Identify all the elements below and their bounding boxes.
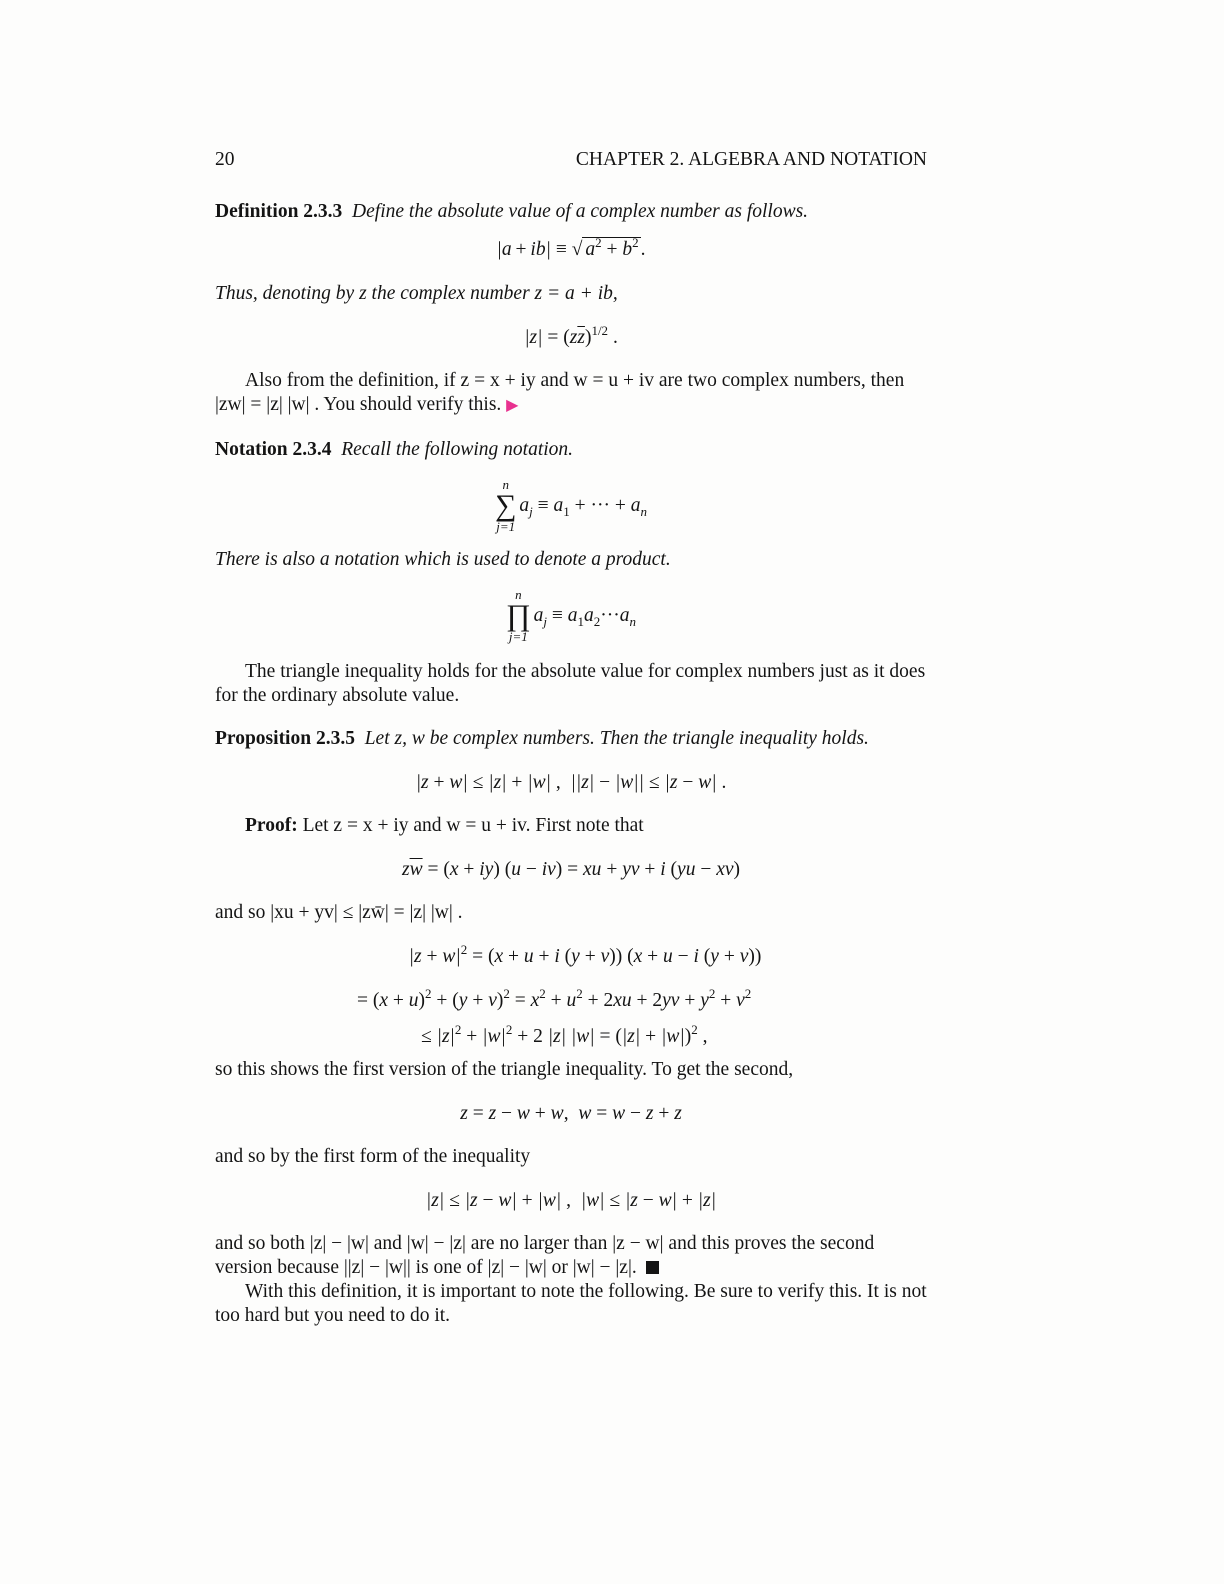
proof-both-line1: and so both |z| − |w| and |w| − |z| are no larger than |z − w| and this proves the second [215,1233,875,1254]
proof-start [215,814,927,838]
proof-and-so: and so |xu + yv| ≤ |zw̄| = |z| |w| . [215,902,463,923]
proposition-text: Let z, w be complex numbers. Then the triangle inequality holds. [364,728,869,749]
page-content [215,145,927,1328]
definition-2-3-3 [215,200,927,224]
para-triangle [215,660,927,708]
equation-modulus: $|z| = (z\overline{z})^{1/2}$ . [524,323,618,348]
page-number: 20 [215,149,235,170]
equation-expand-1: $|z + w|^2 = (x + u + i$ (y + v)) (x + u − i (y + v)) [408,942,762,967]
equation-inequalities: |z| ≤ |z − w| + |w| , |w| ≤ |z − w| + |z| [425,1190,717,1211]
proposition-2-3-5 [215,727,927,751]
notation-label: Notation 2.3.4 [215,439,332,460]
equation-product: n ∏ j=1 $a_j \equiv a_1a_2\cdot\cdot\cdot a_n$ [505,587,637,644]
equation-sum: n ∑ j=1 $a_j \equiv a_1$ + ··· + $a_n$ [495,477,647,534]
para-closing [215,1280,927,1328]
proof-text: Let z = x + iy and w = u + iv. First note that [302,815,644,836]
equation-expand-3: ≤ $|z|^2 + |w|^2 + 2$ |z| $|w| = (|z| + |w|)^2$ , [421,1022,708,1047]
notation-text: Recall the following notation. [341,439,574,460]
chapter-title: CHAPTER 2. ALGEBRA AND NOTATION [575,149,927,170]
equation-decompose: z = z − w + w, w = w − z + z [460,1103,682,1124]
para-also [215,369,927,418]
proposition-label: Proposition 2.3.5 [215,728,355,749]
para-closing-line1: With this definition, it is important to note the following. Be sure to verify this. It is not [245,1281,927,1302]
proof-label: Proof: [245,815,298,836]
pink-right-triangle-icon: ▶ [506,397,519,414]
running-head [215,145,927,175]
definition-text: Define the absolute value of a complex number as follows. [352,201,809,222]
proof-shows: so this shows the first version of the triangle inequality. To get the second, [215,1059,794,1080]
para-also-line2: |zw| = |z| |w| . You should verify this. [215,394,502,415]
qed-square-icon [646,1261,659,1274]
para-triangle-line2: for the ordinary absolute value. [215,685,460,706]
proof-both [215,1232,927,1280]
para-triangle-line1: The triangle inequality holds for the absolute value for complex numbers just as it does [245,661,926,682]
notation-also: There is also a notation which is used to denote a product. [215,549,671,570]
equation-zwbar: $z\overline{w} = (x + iy) (u - iv)$ = xu + yv + i (yu − xv) [401,859,741,880]
notation-2-3-4 [215,438,927,462]
para-closing-line2: too hard but you need to do it. [215,1305,451,1326]
para-also-line1: Also from the definition, if z = x + iy and w = u + iv are two complex numbers, then [245,370,905,391]
definition-thus: Thus, denoting by z the complex number z = a + ib, [215,283,618,304]
definition-label: Definition 2.3.3 [215,201,343,222]
equation-triangle: |z + w| ≤ |z| + |w| , ||z| − |w|| ≤ |z − w| . [415,772,727,793]
equation-expand-2: = $(x + u)^2 + (y + v)^2 = x^2 + u^2 + 2xu + 2yv + y^2 + v^2$ [357,986,752,1011]
equation-abs-value: |a + ib| ≡ √ $a^2 + b^2$ . [496,235,646,260]
proof-both-line2: version because ||z| − |w|| is one of |z| − |w| or |w| − |z|. [215,1257,637,1278]
proof-first-form: and so by the first form of the inequality [215,1146,531,1167]
